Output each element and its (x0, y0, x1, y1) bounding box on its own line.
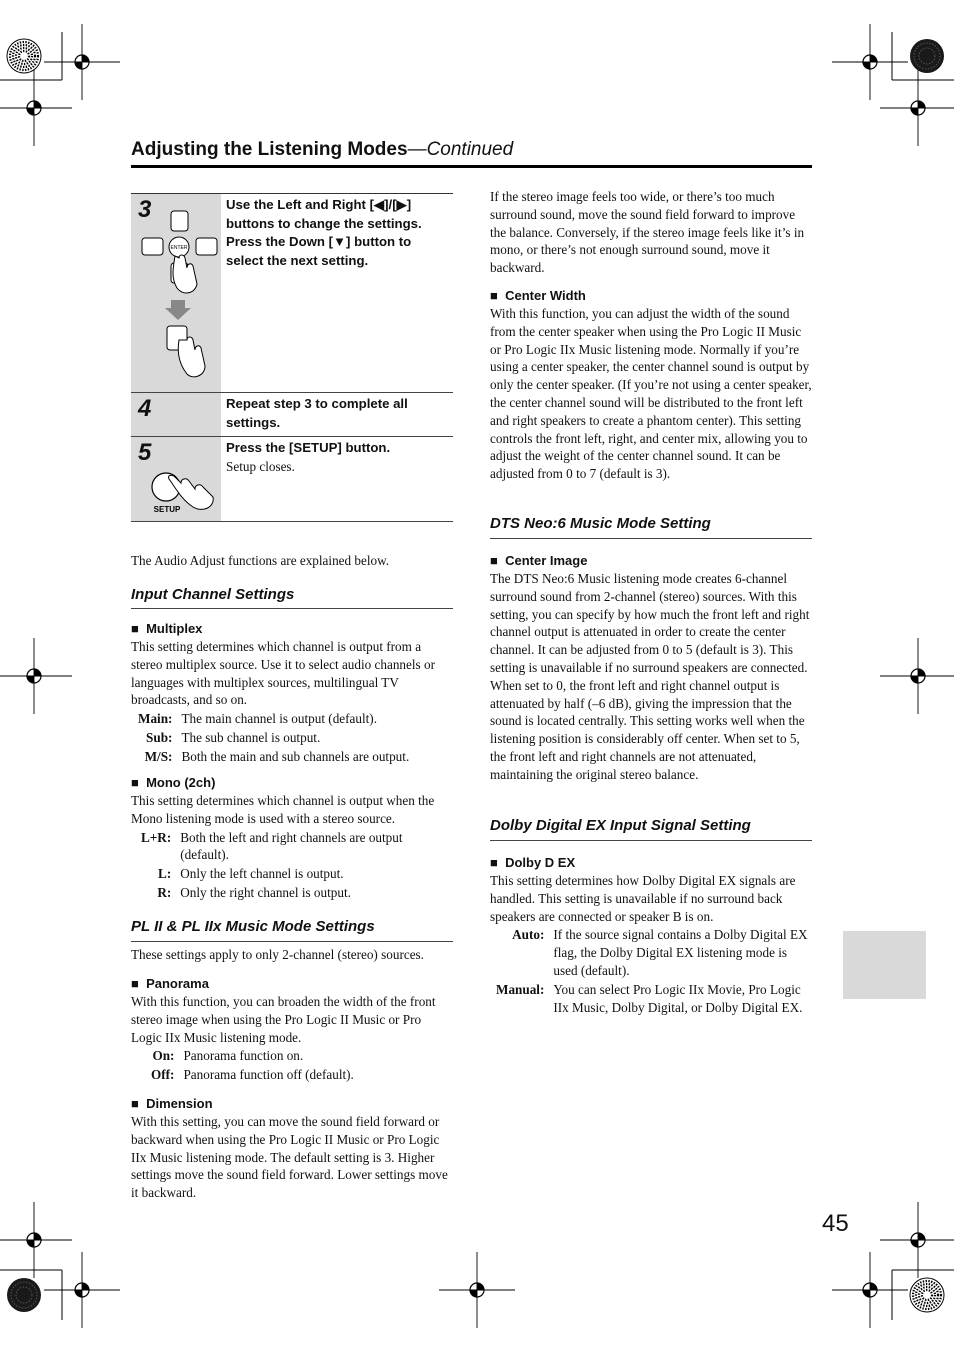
step-3 (131, 194, 453, 392)
dolby-ex-rule (490, 840, 812, 841)
option-desc: Only the left channel is output. (180, 866, 344, 882)
dolby-dex-title: ■ Dolby D EX (490, 855, 576, 870)
center-width-body: With this function, you can adjust the width of the sound from the center speaker when using the Pro Logic II Music or Pro Logic IIx Music listening mode. Normally if you’re using a center speaker, the center channel sound is output by only the center speaker. (If you’re not using a center speaker, the center channel sound will be distributed to the front left and right speakers to create a phantom center). This setting controls the front left, right, and center mix, allowing you to adjust the weight of the center channel sound. It can be adjusted from 0 to 7 (default is 3). (490, 306, 812, 482)
option-term: L: (158, 866, 172, 882)
pl-music-intro: These settings apply to only 2-channel (stereo) sources. (131, 947, 424, 962)
option-desc: Panorama function on. (183, 1048, 304, 1064)
center-image-section (490, 552, 812, 784)
step-5-instructions: Press the [SETUP] button. (226, 440, 391, 455)
center-width-title: ■ Center Width (490, 288, 586, 303)
center-image-body-2: When set to 0, the front left and right channel output is attenuated by half (–6 dB), giving the impression that the sound is located centrally. This setting works well when the listening position is considerably off center. When set to 5, the front left and right channels are not attenuated, maintaining the original stereo balance. (490, 677, 805, 782)
steps-bottom-rule (131, 521, 453, 522)
dolby-dex-body: This setting determines how Dolby Digital EX signals are handled. This setting is unavailable if no surround back speakers are connected or speaker B is on. (490, 873, 796, 924)
dolby-dex-section (490, 854, 812, 1016)
setup-button-icon (145, 467, 219, 515)
option-term: R: (157, 884, 172, 900)
continued-label: —Continued (407, 139, 514, 160)
step-3-instructions: Use the Left and Right [◀]/[▶] buttons to change the settings. Press the Down [▼] button to select the next setting. (226, 197, 422, 268)
option-desc: Only the right channel is output. (180, 884, 351, 900)
step-3-number: 3 (138, 196, 152, 223)
mono-options (131, 829, 453, 902)
option-desc: Both the left and right channels are output (default). (180, 829, 403, 863)
option-term: Manual: (496, 981, 545, 997)
option-term: Auto: (512, 927, 545, 943)
pl-music-heading: PL II & PL IIx Music Mode Settings (131, 918, 375, 935)
page-header (131, 139, 513, 161)
multiplex-body: This setting determines which channel is output from a stereo multiplex source. Use it to select audio channels or languages with multiplex sources, multilingual TV broadcasts, and so on. (131, 639, 435, 708)
step-5 (131, 437, 453, 521)
page-title: Adjusting the Listening Modes (131, 139, 408, 160)
step-5-note: Setup closes. (226, 459, 295, 474)
step-5-number: 5 (138, 439, 152, 466)
option-desc: The sub channel is output. (181, 729, 321, 745)
mono-section (131, 774, 453, 902)
input-channel-heading: Input Channel Settings (131, 586, 295, 603)
option-term: L+R: (141, 829, 172, 845)
mono-body: This setting determines which channel is output when the Mono listening mode is used with a stereo source. (131, 793, 435, 826)
dts-neo6-heading: DTS Neo:6 Music Mode Setting (490, 515, 711, 532)
panorama-body: With this function, you can broaden the width of the front stereo image when using the Pro Logic II Music or Pro Logic IIx Music listening mode. (131, 994, 436, 1045)
remote-arrow-buttons-icon (135, 208, 219, 384)
step-4 (131, 393, 453, 436)
panorama-section (131, 975, 453, 1084)
mono-title: ■ Mono (2ch) (131, 775, 216, 790)
pl-music-rule (131, 941, 453, 942)
dts-neo6-rule (490, 538, 812, 539)
option-term: On: (152, 1048, 175, 1064)
option-term: M/S: (144, 748, 173, 764)
header-rule (131, 165, 812, 168)
multiplex-section (131, 620, 453, 766)
panorama-title: ■ Panorama (131, 976, 209, 991)
option-desc: Panorama function off (default). (183, 1067, 354, 1083)
center-image-title: ■ Center Image (490, 553, 588, 568)
option-desc: If the source signal contains a Dolby Digital EX flag, the Dolby Digital EX listening mode is used (default). (553, 927, 808, 978)
center-image-body-1: The DTS Neo:6 Music listening mode creates 6-channel surround sound from 2-channel (stereo) sources. With this setting, you can specify by how much the front left and right channel output is attenuated in order to create the center channel. It can be adjusted from 0 to 5 (default is 3). This setting is unavailable if no surround speakers are connected. (490, 571, 810, 675)
option-desc: You can select Pro Logic IIx Movie, Pro Logic IIx Music, Dolby Digital, or Dolby Digital EX. (553, 981, 803, 1015)
dimension-continued: If the stereo image feels too wide, or there’s too much surround sound, move the sound field forward to improve the balance. Conversely, if the stereo image feels like it’s in mono, or there’s not enough surround sound, move it backward. (490, 189, 805, 276)
multiplex-title: ■ Multiplex (131, 621, 203, 636)
svg-text:ENTER: ENTER (170, 245, 188, 251)
option-term: Off: (151, 1067, 175, 1083)
option-term: Sub: (146, 729, 173, 745)
option-desc: The main channel is output (default). (181, 711, 377, 727)
dolby-ex-heading: Dolby Digital EX Input Signal Setting (490, 817, 751, 834)
dolby-dex-options (490, 926, 812, 1016)
input-channel-rule (131, 608, 453, 609)
option-term: Main: (138, 711, 173, 727)
step-4-instructions: Repeat step 3 to complete all settings. (226, 396, 408, 430)
intro-text: The Audio Adjust functions are explained below. (131, 553, 390, 568)
multiplex-options (131, 710, 453, 765)
option-desc: Both the main and sub channels are output. (181, 748, 410, 764)
step-4-number: 4 (138, 395, 152, 422)
side-tab (843, 931, 926, 999)
page-number: 45 (822, 1210, 849, 1237)
panorama-options (131, 1047, 453, 1084)
setup-label: SETUP (153, 505, 181, 514)
dimension-section (131, 1095, 453, 1202)
center-width-section (490, 287, 812, 483)
dimension-title: ■ Dimension (131, 1096, 213, 1111)
dimension-body: With this setting, you can move the sound field forward or backward when using the Pro Logic II Music or Pro Logic IIx Music listening mode. The default setting is 3. Higher settings move the sound field forward. Lower settings move it backward. (131, 1114, 448, 1201)
